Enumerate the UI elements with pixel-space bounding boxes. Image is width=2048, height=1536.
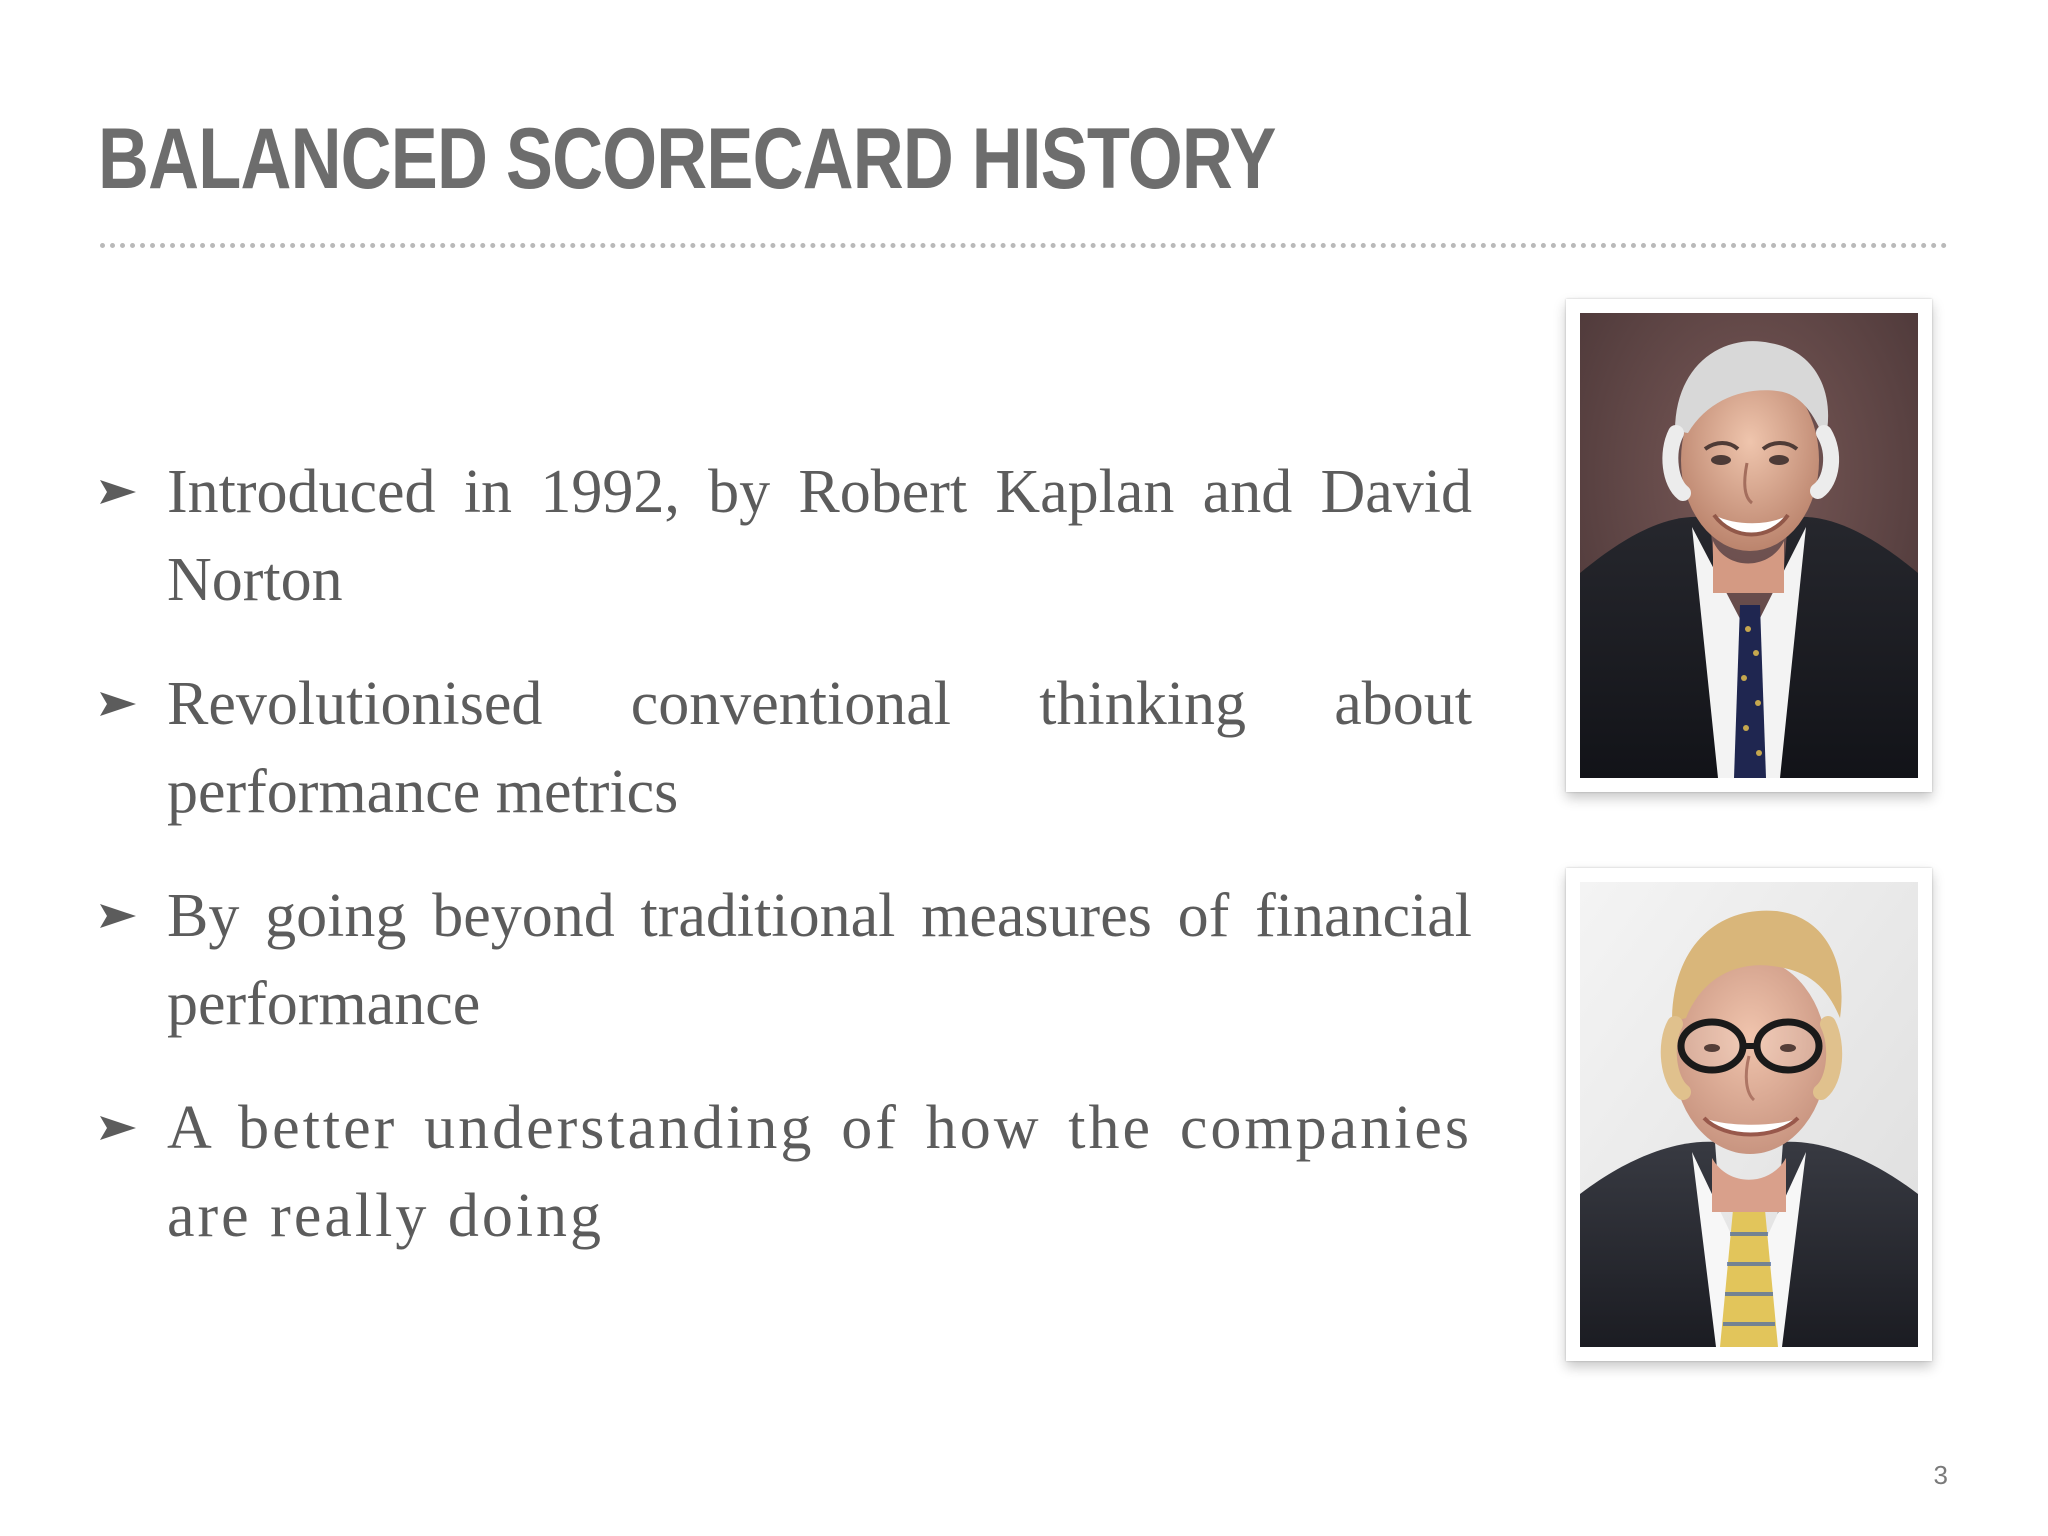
bullet-item xyxy=(92,1084,1472,1260)
portrait-photo-2 xyxy=(1566,868,1932,1361)
slide-title: BALANCED SCORECARD HISTORY xyxy=(98,111,1276,207)
arrow-right-icon xyxy=(92,872,144,960)
bullet-text: By going beyond traditional measures of financial performance xyxy=(167,882,1472,1038)
bullet-text: Revolutionised conventional thinking about performance metrics xyxy=(167,670,1472,826)
bullet-text: Introduced in 1992, by Robert Kaplan and David Norton xyxy=(167,458,1472,614)
bullet-item xyxy=(92,872,1472,1048)
bullet-item xyxy=(92,660,1472,836)
arrow-right-icon xyxy=(92,1084,144,1172)
bullet-list xyxy=(92,448,1472,1260)
bullet-text: A better understanding of how the companies are really doing xyxy=(167,1094,1472,1250)
page-number: 3 xyxy=(1933,1460,1948,1490)
portrait-image-1 xyxy=(1580,313,1918,778)
portrait-photo-1 xyxy=(1566,299,1932,792)
arrow-right-icon xyxy=(92,660,144,748)
title-divider xyxy=(100,243,1948,248)
bullet-item xyxy=(92,448,1472,624)
portrait-image-2 xyxy=(1580,882,1918,1347)
arrow-right-icon xyxy=(92,448,144,536)
